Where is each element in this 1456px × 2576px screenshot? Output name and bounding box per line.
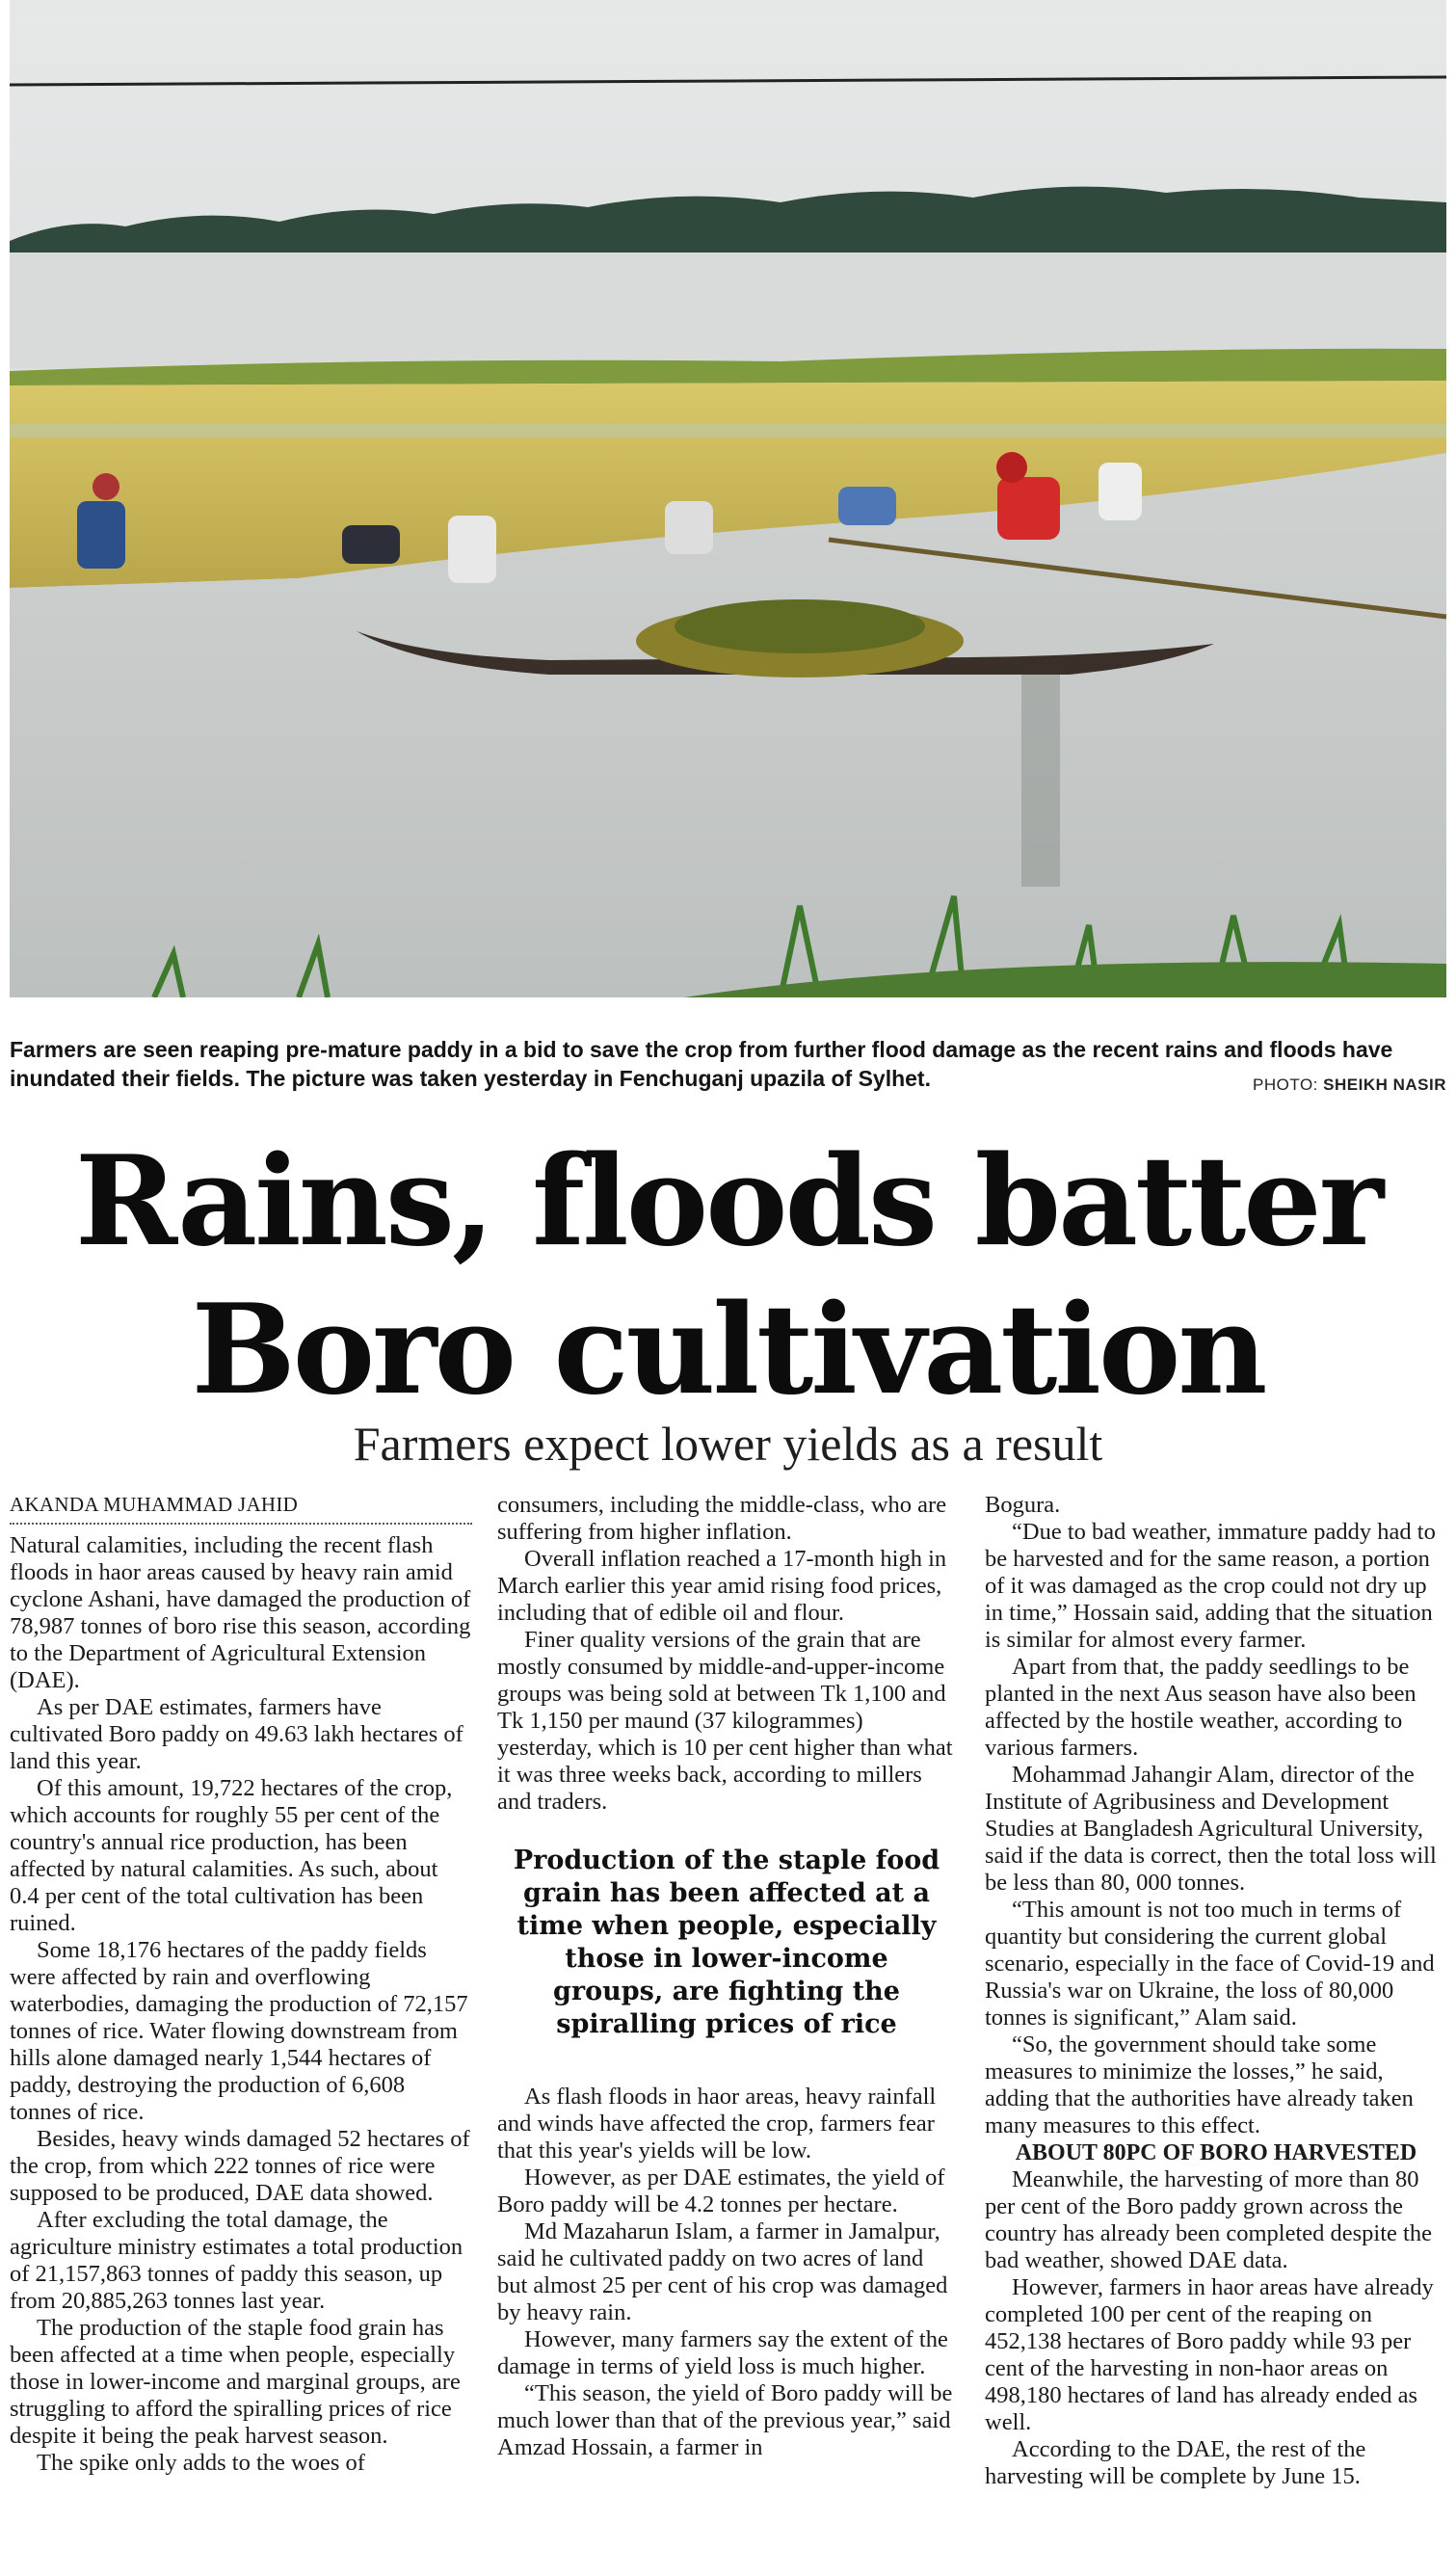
photo-caption: Farmers are seen reaping pre-mature paddy in a bid to save the crop from further flood damage as the recent rains and floods have inundated their fields. The picture was taken yesterday in Fenchuganj upazila of Sylhet. — [10, 1037, 1393, 1091]
paragraph: Overall inflation reached a 17-month high in March earlier this year amid rising food prices, including that of edible oil and flour. — [497, 1546, 947, 1626]
paragraph: “This amount is not too much in terms of quantity but considering the current global scenario, especially in the face of Covid-19 and Russia's war on Ukraine, the loss of 80,000 tonnes is significant,” Alam said. — [985, 1897, 1435, 2031]
article-column-3 — [985, 1492, 1447, 2490]
paragraph: “This season, the yield of Boro paddy will be much lower than that of the previous year,” said Amzad Hossain, a farmer in — [497, 2380, 953, 2460]
paragraph: Mohammad Jahangir Alam, director of the Institute of Agribusiness and Development Studies at Bangladesh Agricultural University, said if the data is correct, then the total loss will be less than 80, 000 tonnes. — [985, 1762, 1437, 1896]
paragraph: “Due to bad weather, immature paddy had to be harvested and for the same reason, a portion of it was damaged as the crop could not dry up in time,” Hossain said, adding that the situation is similar for almost every farmer. — [985, 1519, 1436, 1653]
article-column-2 — [497, 1492, 956, 2461]
paragraph: Finer quality versions of the grain that are mostly consumed by middle-and-upper-income groups was being sold at between Tk 1,100 and Tk 1,150 per maund (37 kilogrammes) yesterday, which is 10 per cent higher than what it was three weeks back, according to millers and traders. — [497, 1627, 953, 1815]
paragraph: The spike only adds to the woes of — [37, 2450, 365, 2476]
paragraph: However, farmers in haor areas have already completed 100 per cent of the reaping on 452,138 hectares of Boro paddy while 93 per cent of the harvesting in non-haor areas on 498,180 hectares of land has already ended as well. — [985, 2274, 1434, 2435]
paragraph: However, as per DAE estimates, the yield of Boro paddy will be 4.2 tonnes per hectare. — [497, 2164, 945, 2217]
paragraph: Meanwhile, the harvesting of more than 80 per cent of the Boro paddy grown across the country has already been completed despite the bad weather, showed DAE data. — [985, 2166, 1432, 2273]
paragraph: The production of the staple food grain has been affected at a time when people, especially those in lower-income and marginal groups, are struggling to afford the spiralling prices of rice despite it being the peak harvest season. — [10, 2315, 461, 2449]
photo-credit — [1253, 1076, 1446, 1095]
paragraph: consumers, including the middle-class, who are suffering from higher inflation. — [497, 1492, 947, 1545]
section-subheading: ABOUT 80PC OF BORO HARVESTED — [1015, 2140, 1417, 2165]
paragraph: According to the DAE, the rest of the harvesting will be complete by June 15. — [985, 2436, 1366, 2489]
headline-line-2: Boro cultivation — [191, 1278, 1265, 1422]
paragraph: “So, the government should take some measures to minimize the losses,” he said, adding that the authorities have already taken many measures to this effect. — [985, 2032, 1414, 2138]
pull-quote: Production of the staple food grain has been affected at a time when people, especially those in lower-income groups, are fighting the spiralling prices of rice — [513, 1846, 940, 2039]
flooded-paddy-field-photo-icon — [10, 0, 1446, 997]
photo-credit-label: PHOTO: — [1253, 1076, 1318, 1094]
paragraph: After excluding the total damage, the agriculture ministry estimates a total production of 21,157,863 tonnes of paddy this season, up from 20,885,263 tonnes last year. — [10, 2207, 463, 2314]
paragraph: Md Mazaharun Islam, a farmer in Jamalpur, said he cultivated paddy on two acres of land but almost 25 per cent of his crop was damaged by heavy rain. — [497, 2218, 948, 2325]
subheadline: Farmers expect lower yields as a result — [353, 1417, 1103, 1471]
paragraph: As per DAE estimates, farmers have cultivated Boro paddy on 49.63 lakh hectares of land this year. — [10, 1694, 463, 1774]
paragraph: Natural calamities, including the recent flash floods in haor areas caused by heavy rain amid cyclone Ashani, have damaged the production of 78,987 tonnes of boro rise this season, according to the Department of Agricultural Extension (DAE). — [10, 1532, 471, 1693]
headline — [0, 1128, 1456, 1424]
photo-credit-name: SHEIKH NASIR — [1323, 1076, 1446, 1094]
paragraph: Of this amount, 19,722 hectares of the crop, which accounts for roughly 55 per cent of the country's annual rice production, has been affected by natural calamities. As such, about 0.4 per cent of the total cultivation has been ruined. — [10, 1775, 453, 1936]
news-photo — [10, 0, 1446, 997]
byline: AKANDA MUHAMMAD JAHID — [10, 1492, 472, 1525]
paragraph: Some 18,176 hectares of the paddy fields were affected by rain and overflowing waterbodies, damaging the production of 72,157 tonnes of rice. Water flowing downstream from hills alone damaged nearly 1,544 hectares of paddy, destroying the production of 6,608 tonnes of rice. — [10, 1937, 468, 2125]
paragraph: Besides, heavy winds damaged 52 hectares of the crop, from which 222 tonnes of rice were supposed to be produced, DAE data showed. — [10, 2126, 470, 2206]
headline-line-1: Rains, floods batter — [74, 1129, 1382, 1274]
paragraph: Apart from that, the paddy seedlings to be planted in the next Aus season have also been affected by the hostile weather, according to various farmers. — [985, 1654, 1416, 1761]
paragraph: As flash floods in haor areas, heavy rainfall and winds have affected the crop, farmers fear that this year's yields will be low. — [497, 2084, 937, 2164]
paragraph: Bogura. — [985, 1492, 1061, 1518]
article-column-1 — [10, 1492, 472, 2477]
paragraph: However, many farmers say the extent of the damage in terms of yield loss is much higher. — [497, 2326, 948, 2379]
